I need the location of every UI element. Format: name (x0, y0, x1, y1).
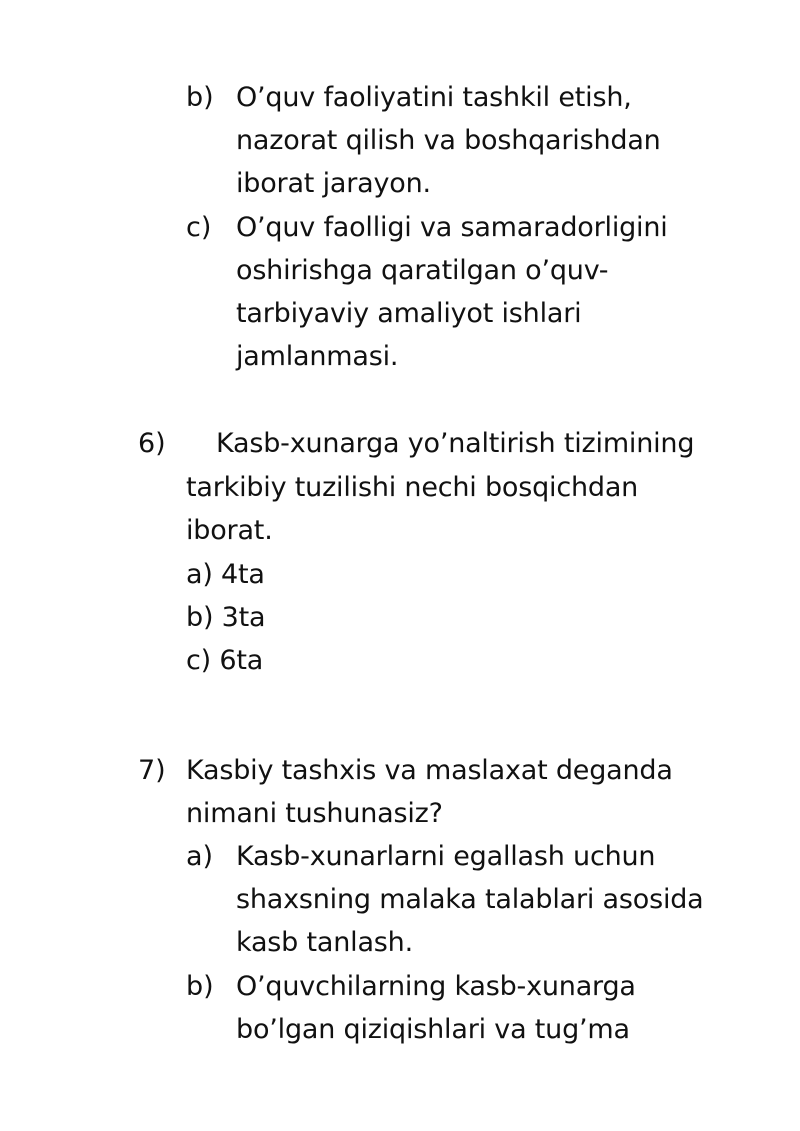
q7-option-a-marker: a) (186, 841, 214, 872)
q6-question-line-1: Kasb-xunarga yo’naltirish tizimining (216, 428, 695, 459)
q7-option-a-line-2: shaxsning malaka talablari asosida (236, 884, 704, 915)
q5-option-b-line-3: iborat jarayon. (236, 168, 431, 199)
q6-number: 6) (138, 428, 166, 459)
q6-question-line-2: tarkibiy tuzilishi nechi bosqichdan (186, 472, 639, 503)
q7-option-a-line-3: kasb tanlash. (236, 927, 413, 958)
q7-question-line-2: nimani tushunasiz? (186, 798, 443, 829)
q5-option-c-line-1: O’quv faolligi va samaradorligini (236, 212, 668, 243)
q7-option-a-line-1: Kasb-xunarlarni egallash uchun (236, 841, 656, 872)
q7-option-b-line-1: O’quvchilarning kasb-xunarga (236, 971, 636, 1002)
q5-option-b-line-1: O’quv faoliyatini tashkil etish, (236, 82, 632, 113)
q7-option-b-marker: b) (186, 971, 214, 1002)
q5-option-c-line-3: tarbiyaviy amaliyot ishlari (236, 298, 582, 329)
q5-option-c-line-2: oshirishga qaratilgan o’quv- (236, 255, 609, 286)
q5-option-c-line-4: jamlanmasi. (236, 341, 399, 372)
q7-question-line-1: Kasbiy tashxis va maslaxat deganda (186, 755, 673, 786)
q5-option-c-marker: c) (186, 212, 212, 243)
q6-option-b: b) 3ta (186, 602, 266, 633)
q6-option-c: c) 6ta (186, 645, 264, 676)
q7-option-b-line-2: bo’lgan qiziqishlari va tug’ma (236, 1014, 630, 1045)
q5-option-b-line-2: nazorat qilish va boshqarishdan (236, 125, 661, 156)
q6-option-a: a) 4ta (186, 559, 265, 590)
q5-option-b-marker: b) (186, 82, 214, 113)
q7-number: 7) (138, 755, 166, 786)
q6-question-line-3: iborat. (186, 515, 273, 546)
